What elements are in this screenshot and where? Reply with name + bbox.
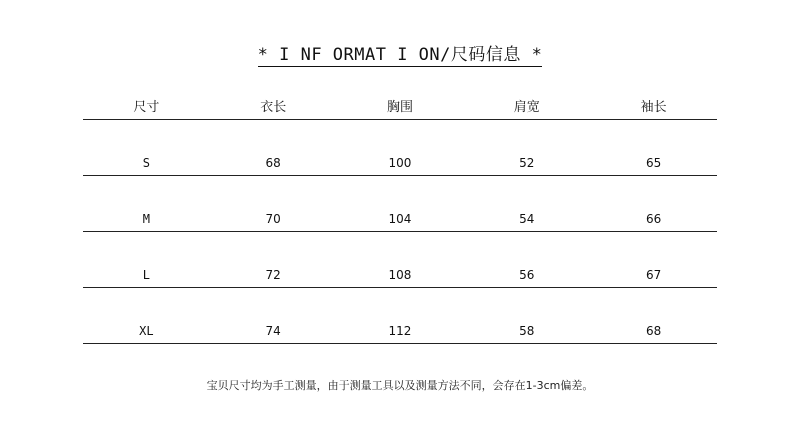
- cell-shoulder: 54: [519, 212, 535, 226]
- measurement-note: 宝贝尺寸均为手工测量，由于测量工具以及测量方法不同，会存在1-3cm偏差。: [206, 379, 594, 392]
- cell-sleeve: 68: [645, 324, 662, 338]
- cell-size: M: [142, 212, 151, 226]
- header-chest: 胸围: [386, 100, 413, 115]
- table-row: [83, 176, 717, 232]
- cell-sleeve: 67: [645, 268, 662, 282]
- cell-chest: 112: [388, 324, 412, 338]
- table-row: [83, 288, 717, 344]
- cell-sleeve: 66: [645, 212, 662, 226]
- header-size: 尺寸: [133, 100, 160, 115]
- header-length: 衣长: [260, 100, 287, 115]
- cell-shoulder: 56: [519, 268, 535, 282]
- cell-length: 72: [265, 268, 281, 282]
- cell-chest: 104: [388, 212, 412, 226]
- cell-size: S: [142, 156, 151, 170]
- cell-shoulder: 58: [519, 324, 535, 338]
- size-table: [83, 92, 717, 344]
- cell-size: L: [142, 268, 151, 282]
- header-sleeve: 袖长: [640, 100, 667, 115]
- page-title-text: * I NF ORMAT I ON/尺码信息 *: [257, 45, 543, 65]
- cell-chest: 108: [388, 268, 412, 282]
- cell-sleeve: 65: [645, 156, 662, 170]
- table-row: [83, 120, 717, 176]
- header-shoulder: 肩宽: [513, 100, 540, 115]
- cell-length: 68: [265, 156, 281, 170]
- table-header-row: [83, 92, 717, 120]
- cell-size: XL: [139, 324, 154, 338]
- cell-length: 74: [265, 324, 281, 338]
- table-row: [83, 232, 717, 288]
- cell-shoulder: 52: [519, 156, 535, 170]
- cell-chest: 100: [388, 156, 412, 170]
- cell-length: 70: [265, 212, 281, 226]
- page-title: [0, 40, 800, 65]
